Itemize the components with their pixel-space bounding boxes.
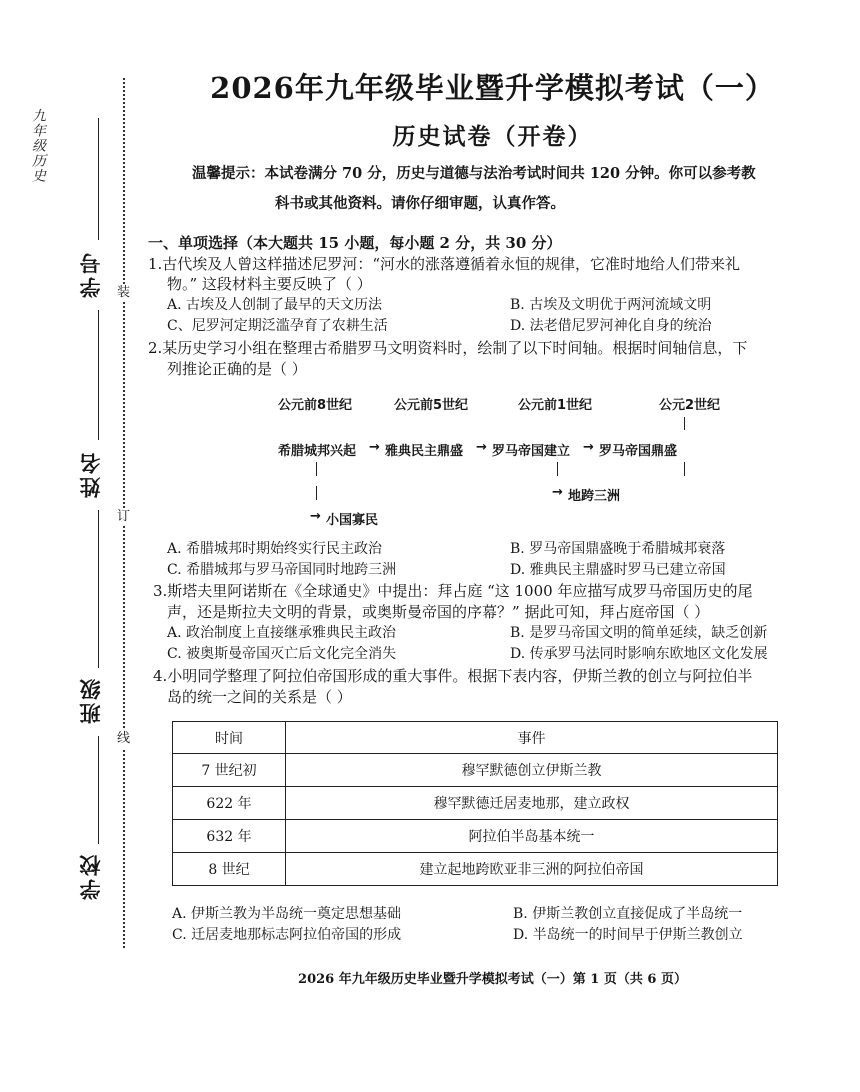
timeline-period-2: 公元前5世纪 — [394, 398, 469, 413]
q3-option-b[interactable]: B. 是罗马帝国文明的简单延续，缺乏创新 — [510, 625, 768, 641]
q2-option-c[interactable]: C. 希腊城邦与罗马帝国同时地跨三洲 — [167, 562, 397, 578]
timeline-period-1: 公元前8世纪 — [278, 398, 353, 413]
q1-option-c[interactable]: C、尼罗河定期泛滥孕育了农耕生活 — [167, 318, 388, 334]
timeline-event-2: 雅典民主鼎盛 — [385, 444, 464, 459]
q1-option-d[interactable]: D. 法老借尼罗河神化自身的统治 — [510, 318, 712, 334]
q1-stem-line2: 物。” 这段材料主要反映了（ ） — [167, 275, 372, 293]
timeline-arrow-1: → — [369, 440, 380, 455]
timeline-arrow-2: → — [476, 440, 487, 455]
student-id-line[interactable] — [98, 118, 99, 240]
page-footer: 2026 年九年级历史毕业暨升学模拟考试（一）第 1 页（共 6 页） — [298, 972, 687, 987]
q2-option-d[interactable]: D. 雅典民主鼎盛时罗马已建立帝国 — [510, 562, 726, 578]
q4-stem-line2: 岛的统一之间的关系是（ ） — [167, 688, 352, 706]
student-id-label: 学号 — [78, 250, 103, 298]
timeline-branch-1: 小国寡民 — [326, 513, 379, 528]
q3-option-d[interactable]: D. 传承罗马法同时影响东欧地区文化发展 — [510, 646, 768, 662]
timeline-period-3: 公元前1世纪 — [518, 398, 593, 413]
q3-stem-line1: 3.斯塔夫里阿诺斯在《全球通史》中提出：拜占庭 “这 1000 年应描写成罗马帝国历史的尾 — [153, 582, 753, 600]
timeline-tick — [316, 462, 317, 476]
q4-option-a[interactable]: A. 伊斯兰教为半岛统一奠定思想基础 — [172, 906, 402, 922]
timeline-arrow-branch1: → — [310, 509, 321, 524]
timeline-arrow-3: → — [583, 440, 594, 455]
q1-stem-line1: 1.古代埃及人曾这样描述尼罗河：“河水的涨落遵循着永恒的规律，它准时地给人们带来礼 — [148, 255, 740, 273]
exam-title: 2026年九年级毕业暨升学模拟考试（一） — [210, 71, 775, 105]
q4-stem-line1: 4.小明同学整理了阿拉伯帝国形成的重大事件。根据下表内容，伊斯兰教的创立与阿拉伯半 — [153, 667, 753, 685]
binding-char-bind: 订 — [117, 509, 131, 524]
q1-option-b[interactable]: B. 古埃及文明优于两河流域文明 — [510, 297, 712, 313]
table-row — [173, 853, 778, 886]
q4-option-c[interactable]: C. 迁居麦地那标志阿拉伯帝国的形成 — [172, 927, 402, 943]
q3-option-a[interactable]: A. 政治制度上直接继承雅典民主政治 — [167, 625, 397, 641]
vertical-subject-note: 九年级历史 — [30, 108, 46, 183]
timeline-tick — [316, 486, 317, 500]
name-line[interactable] — [98, 310, 99, 440]
q4-option-b[interactable]: B. 伊斯兰教创立直接促成了半岛统一 — [513, 906, 743, 922]
class-line[interactable] — [98, 510, 99, 668]
q3-option-c[interactable]: C. 被奥斯曼帝国灭亡后文化完全消失 — [167, 646, 397, 662]
table-row — [173, 754, 778, 787]
section-heading: 一、单项选择（本大题共 15 小题，每小题 2 分，共 30 分） — [148, 234, 562, 252]
q2-option-a[interactable]: A. 希腊城邦时期始终实行民主政治 — [167, 541, 383, 557]
timeline-branch-2: 地跨三洲 — [568, 489, 621, 504]
timeline-tick — [684, 417, 685, 430]
tip-line-2: 科书或其他资料。请你仔细审题，认真作答。 — [275, 195, 565, 212]
timeline-event-1: 希腊城邦兴起 — [278, 444, 357, 459]
table-header-event: 事件 — [286, 722, 778, 754]
school-line[interactable] — [98, 736, 99, 844]
timeline-tick — [684, 462, 685, 476]
events-table — [172, 721, 778, 886]
timeline-arrow-branch2: → — [552, 485, 563, 500]
table-cell-time: 622 年 — [173, 787, 286, 820]
table-row — [173, 820, 778, 853]
q2-stem-line2: 列推论正确的是（ ） — [167, 360, 307, 378]
table-cell-event: 阿拉伯半岛基本统一 — [286, 820, 778, 853]
class-label: 班级 — [78, 676, 103, 724]
table-cell-time: 632 年 — [173, 820, 286, 853]
q4-option-d[interactable]: D. 半岛统一的时间早于伊斯兰教创立 — [513, 927, 743, 943]
name-label: 姓名 — [78, 450, 103, 498]
table-cell-event: 穆罕默德创立伊斯兰教 — [286, 754, 778, 787]
q1-option-a[interactable]: A. 古埃及人创制了最早的天文历法 — [167, 297, 383, 313]
timeline-period-4: 公元2世纪 — [659, 398, 721, 413]
table-header-row — [173, 722, 778, 754]
q2-stem-line1: 2.某历史学习小组在整理古希腊罗马文明资料时，绘制了以下时间轴。根据时间轴信息，下 — [148, 339, 748, 357]
timeline-tick — [557, 462, 558, 476]
school-label: 学校 — [78, 852, 103, 900]
timeline-event-3: 罗马帝国建立 — [492, 444, 571, 459]
q3-stem-line2: 声，还是斯拉夫文明的背景，或奥斯曼帝国的序幕？” 据此可知，拜占庭帝国（ ） — [167, 603, 710, 621]
table-row — [173, 787, 778, 820]
table-header-time: 时间 — [173, 722, 286, 754]
timeline-event-4: 罗马帝国鼎盛 — [599, 444, 678, 459]
table-cell-event: 穆罕默德迁居麦地那，建立政权 — [286, 787, 778, 820]
table-cell-time: 8 世纪 — [173, 853, 286, 886]
table-cell-event: 建立起地跨欧亚非三洲的阿拉伯帝国 — [286, 853, 778, 886]
binding-char-line: 线 — [117, 731, 131, 746]
table-cell-time: 7 世纪初 — [173, 754, 286, 787]
paper-subtitle: 历史试卷（开卷） — [392, 123, 593, 150]
q2-option-b[interactable]: B. 罗马帝国鼎盛晚于希腊城邦衰落 — [510, 541, 726, 557]
tip-line-1: 温馨提示：本试卷满分 70 分，历史与道德与法治考试时间共 120 分钟。你可以参考教 — [192, 165, 756, 182]
binding-char-seal: 装 — [117, 285, 131, 300]
